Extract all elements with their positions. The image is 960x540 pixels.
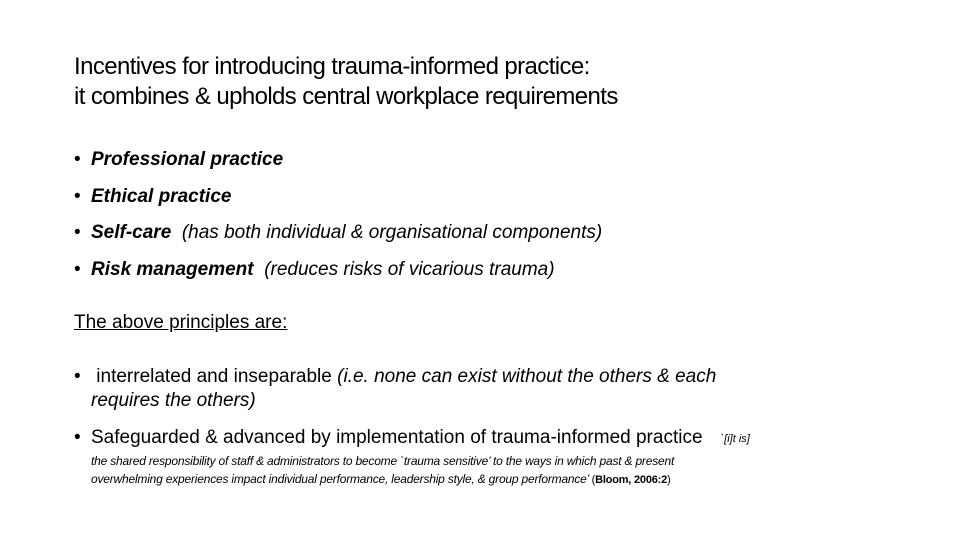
- quote-line-1: the shared responsibility of staff & administrators to become `trauma sensitive’ to the ways in which past & present: [91, 454, 675, 468]
- list-item: [74, 185, 874, 222]
- principle-lead: interrelated and inseparable: [96, 366, 332, 387]
- requirement-label: Risk management: [91, 258, 254, 280]
- slide-title: [74, 52, 894, 112]
- requirement-label: Professional practice: [91, 149, 284, 170]
- title-line-1: Incentives for introducing trauma-informed practice:: [74, 53, 590, 80]
- principle-text: Safeguarded & advanced by implementation of trauma-informed practice: [91, 427, 703, 448]
- requirement-note: (has both individual & organisational components): [181, 222, 603, 243]
- requirement-label: Self-care: [91, 222, 172, 243]
- principle-note-line-2: requires the others): [91, 390, 256, 411]
- bullet-icon: •: [74, 366, 81, 387]
- list-item: [74, 148, 874, 185]
- bullet-icon: •: [74, 149, 81, 170]
- title-line-2: it combines & upholds central workplace requirements: [74, 83, 618, 110]
- citation-source: Bloom, 2006:2: [595, 474, 668, 486]
- list-item: [74, 258, 874, 295]
- principles-heading: The above principles are:: [74, 312, 288, 333]
- requirement-label: Ethical practice: [91, 185, 232, 207]
- bullet-icon: •: [74, 222, 81, 243]
- principle-item: [74, 365, 874, 413]
- bullet-icon: •: [74, 258, 81, 280]
- requirement-note: (reduces risks of vicarious trauma): [264, 258, 555, 280]
- quote: [91, 452, 871, 489]
- citation: (Bloom, 2006:2): [591, 474, 671, 486]
- quote-line-2: overwhelming experiences impact individual performance, leadership style, & group performance’: [91, 472, 589, 486]
- principle-note-line-1: (i.e. none can exist without the others & each: [337, 366, 717, 387]
- bullet-icon: •: [74, 427, 81, 448]
- principle-item: [74, 426, 874, 451]
- bullet-icon: •: [74, 185, 81, 207]
- list-item: [74, 221, 874, 258]
- requirements-list: [74, 148, 874, 294]
- principle-small-note: `[i]t is]: [720, 433, 750, 445]
